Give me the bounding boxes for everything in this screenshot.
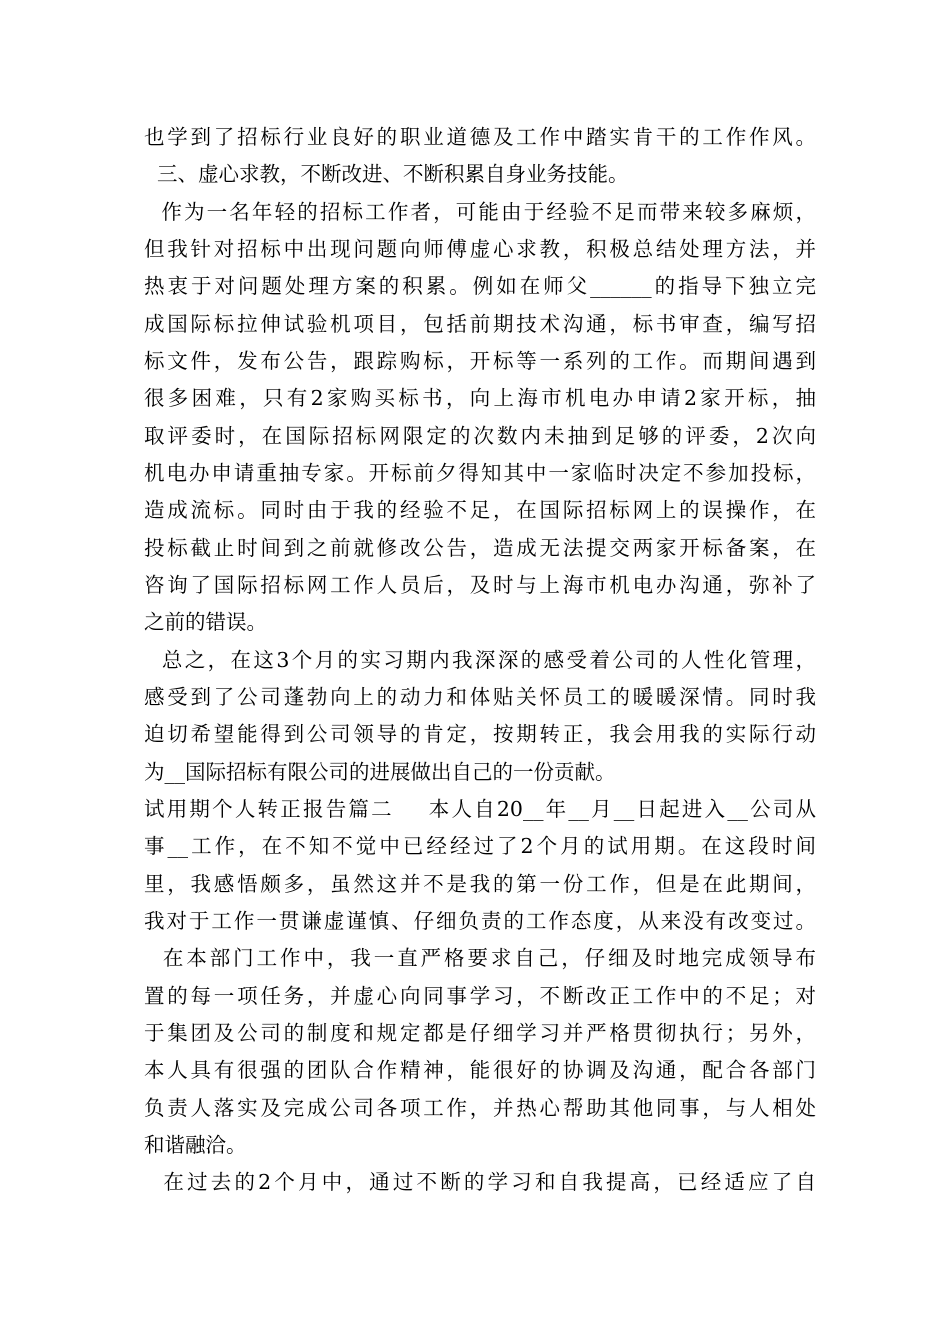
text-line: 标文件，发布公告，跟踪购标，开标等一系列的工作。而期间遇到 — [144, 349, 816, 373]
text-line: 我对于工作一贯谦虚谨慎、仔细负责的工作态度，从来没有改变过。 — [144, 909, 816, 933]
text-line: 在本部门工作中，我一直严格要求自己，仔细及时地完成领导布 — [144, 946, 816, 970]
text-line: 总之，在这3个月的实习期内我深深的感受着公司的人性化管理， — [144, 648, 816, 672]
section-title-line: 试用期个人转正报告篇二 本人自20__年__月__日起进入__公司从 — [144, 797, 816, 821]
text-line: 在过去的2个月中，通过不断的学习和自我提高，已经适应了自 — [144, 1170, 816, 1194]
text-line: 取评委时，在国际招标网限定的次数内未抽到足够的评委，2次向 — [144, 424, 816, 448]
text-line: 迫切希望能得到公司领导的肯定，按期转正，我会用我的实际行动 — [144, 722, 816, 746]
section-heading: 三、虚心求教，不断改进、不断积累自身业务技能。 — [144, 162, 629, 186]
text-line: 投标截止时间到之前就修改公告，造成无法提交两家开标备案，在 — [144, 536, 816, 560]
text-line: 成国际标拉伸试验机项目，包括前期技术沟通，标书审查，编写招 — [144, 312, 816, 336]
text-line: 置的每一项任务，并虚心向同事学习，不断改正工作中的不足；对 — [144, 984, 816, 1008]
text-line: 之前的错误。 — [144, 610, 267, 634]
text-line: 热衷于对问题处理方案的积累。例如在师父______的指导下独立完 — [144, 274, 816, 298]
text-line: 作为一名年轻的招标工作者，可能由于经验不足而带来较多麻烦， — [144, 200, 816, 224]
text-line: 但我针对招标中出现问题向师傅虚心求教，积极总结处理方法，并 — [144, 237, 816, 261]
text-line: 和谐融洽。 — [144, 1133, 247, 1157]
text-line: 里，我感悟颇多，虽然这并不是我的第一份工作，但是在此期间， — [144, 872, 816, 896]
text-line: 本人具有很强的团队合作精神，能很好的协调及沟通，配合各部门 — [144, 1058, 816, 1082]
text-line: 负责人落实及完成公司各项工作，并热心帮助其他同事，与人相处 — [144, 1096, 816, 1120]
text-line: 机电办申请重抽专家。开标前夕得知其中一家临时决定不参加投标， — [144, 461, 816, 485]
text-line: 于集团及公司的制度和规定都是仔细学习并严格贯彻执行；另外， — [144, 1021, 816, 1045]
text-line: 也学到了招标行业良好的职业道德及工作中踏实肯干的工作作风。 — [144, 125, 816, 149]
text-line: 感受到了公司蓬勃向上的动力和体贴关怀员工的暖暖深情。同时我 — [144, 685, 816, 709]
text-line: 很多困难，只有2家购买标书，向上海市机电办申请2家开标，抽 — [144, 386, 816, 410]
text-line: 为__国际招标有限公司的进展做出自己的一份贡献。 — [144, 760, 616, 784]
text-line: 咨询了国际招标网工作人员后，及时与上海市机电办沟通，弥补了 — [144, 573, 816, 597]
text-line: 事__工作，在不知不觉中已经经过了2个月的试用期。在这段时间 — [144, 834, 816, 858]
text-line: 造成流标。同时由于我的经验不足，在国际招标网上的误操作，在 — [144, 498, 816, 522]
